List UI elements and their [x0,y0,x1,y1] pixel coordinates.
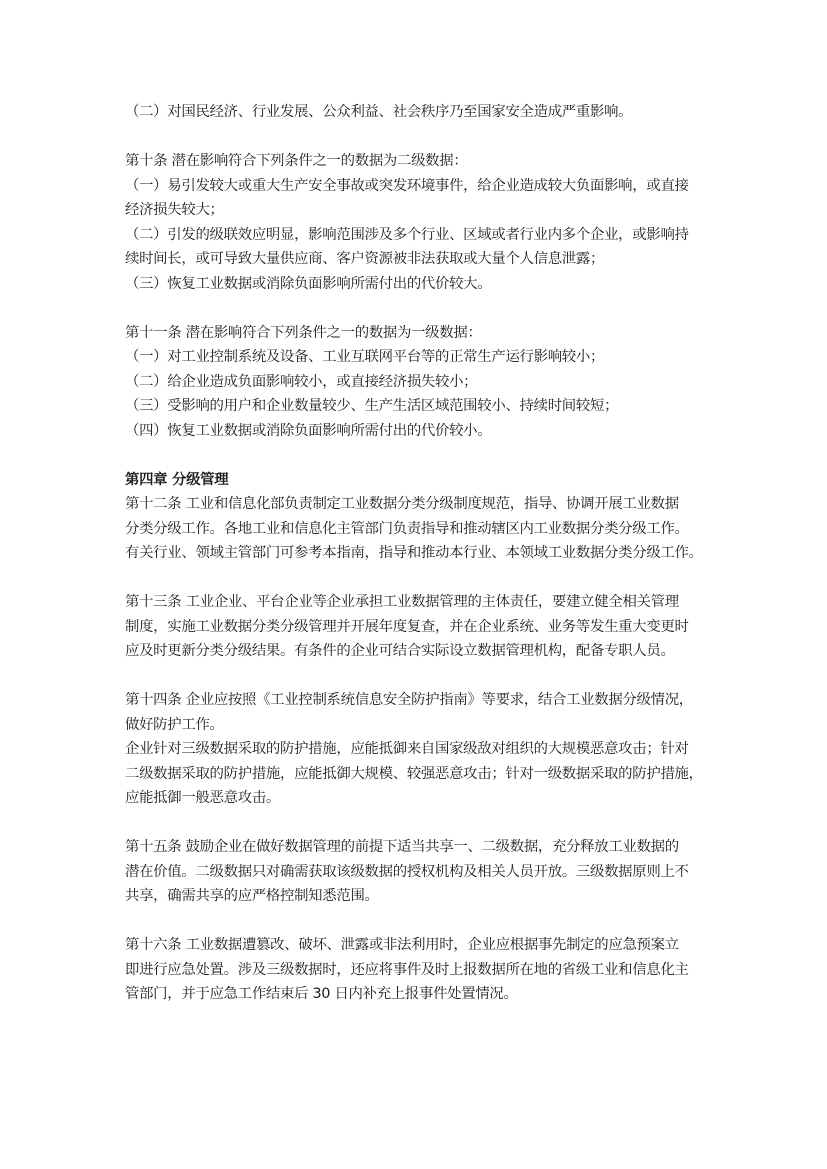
text-line: 做好防护工作。 [125,716,224,733]
text-line: （四）恢复工业数据或消除负面影响所需付出的代价较小。 [125,422,492,439]
text-line: （一）易引发较大或重大生产安全事故或突发环境事件，给企业造成较大负面影响，或直接 [125,177,689,194]
article-14 [125,688,727,811]
text-line: 第十条 潜在影响符合下列条件之一的数据为二级数据： [125,153,468,169]
text-line: 第十二条 工业和信息化部负责制定工业数据分类分级制度规范，指导、协调开展工业数据 [125,496,679,512]
text-line: 分类分级工作。各地工业和信息化主管部门负责指导和推动辖区内工业数据分类分级工作。 [125,520,689,537]
chapter-heading: 第四章 分级管理 [125,471,229,488]
text-line: 管部门，并于应急工作结束后 30 日内补充上报事件处置情况。 [125,986,518,1002]
text-line: （三）恢复工业数据或消除负面影响所需付出的代价较大。 [125,275,492,292]
article-11 [125,321,727,444]
text-line: 经济损失较大； [125,202,224,218]
text-line: （一）对工业控制系统及设备、工业互联网平台等的正常生产运行影响较小； [125,349,605,365]
text-line: （二）引发的级联效应明显，影响范围涉及多个行业、区域或者行业内多个企业，或影响持 [125,226,689,243]
text-line: 第十一条 潜在影响符合下列条件之一的数据为一级数据： [125,324,482,341]
article-10 [125,149,727,296]
article-16 [125,933,727,1007]
text-line: 应能抵御一般恶意攻击。 [125,790,280,806]
text-line: 有关行业、领域主管部门可参考本指南，指导和推动本行业、本领域工业数据分类分级工作。 [125,545,703,561]
article-15 [125,835,727,909]
text-line: 第十六条 工业数据遭篡改、破坏、泄露或非法利用时，企业应根据事先制定的应急预案立 [125,937,679,953]
text-line: 续时间长，或可导致大量供应商、客户资源被非法获取或大量个人信息泄露； [125,251,605,267]
text-line: 二级数据采取的防护措施，应能抵御大规模、较强恶意攻击；针对一级数据采取的防护措施， [125,765,703,782]
text-line: 企业针对三级数据采取的防护措施，应能抵御来自国家级敌对组织的大规模恶意攻击；针对 [125,741,689,757]
text-line: 第十三条 工业企业、平台企业等企业承担工业数据管理的主体责任，要建立健全相关管理 [125,594,679,610]
text-line: 应及时更新分类分级结果。有条件的企业可结合实际设立数据管理机构，配备专职人员。 [125,643,675,659]
text-line: （二）对国民经济、行业发展、公众利益、社会秩序乃至国家安全造成严重影响。 [125,104,633,120]
text-line: 潜在价值。二级数据只对确需获取该级数据的授权机构及相关人员开放。三级数据原则上不 [125,863,689,880]
text-line: （三）受影响的用户和企业数量较少、生产生活区域范围较小、持续时间较短； [125,398,619,414]
article-13 [125,590,727,664]
chapter-4 [125,468,727,566]
text-line: （二）给企业造成负面影响较小，或直接经济损失较小； [125,373,478,390]
text-line: 第十四条 企业应按照《工业控制系统信息安全防护指南》等要求，结合工业数据分级情况， [125,692,693,708]
text-line: 第十五条 鼓励企业在做好数据管理的前提下适当共享一、二级数据，充分释放工业数据的 [125,839,679,855]
text-line: 即进行应急处置。涉及三级数据时，还应将事件及时上报数据所在地的省级工业和信息化主 [125,961,689,978]
text-line: 制度，实施工业数据分类分级管理并开展年度复查，并在企业系统、业务等发生重大变更时 [125,618,689,635]
paragraph-1 [125,100,727,125]
text-line: 共享，确需共享的应严格控制知悉范围。 [125,888,379,904]
